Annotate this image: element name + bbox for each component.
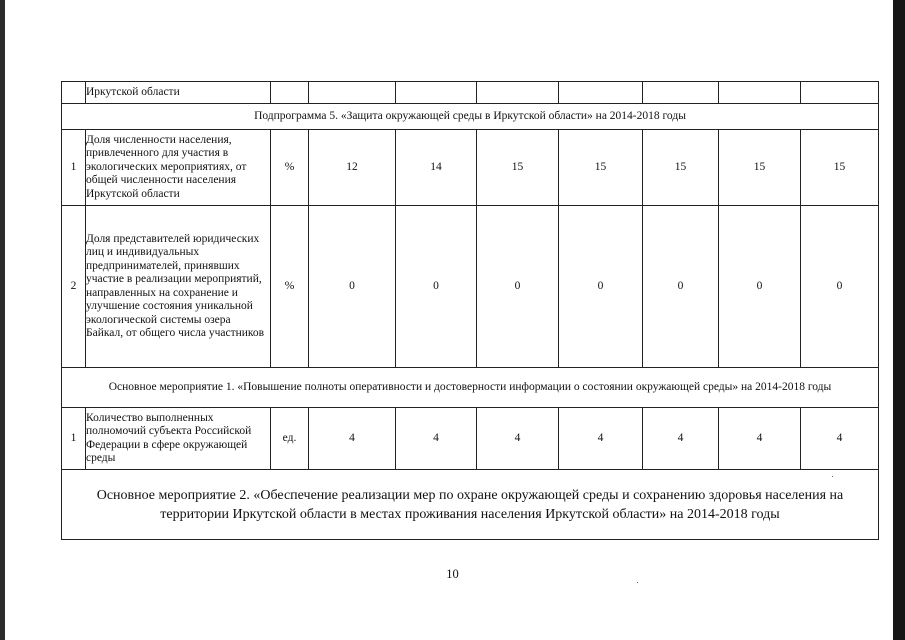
cell-indicator-name: Доля представителей юридических лиц и индивидуальных предпринимателей, принявших участие в реализации мероприятий, направленных на сохранение и улучшение состояния уникальной экологической системы озера Байкал, от общего числа участников — [86, 206, 271, 368]
cell-value: 15 — [719, 130, 801, 206]
table-row — [62, 408, 879, 470]
cell-value: 0 — [801, 206, 879, 368]
indicators-table — [61, 81, 879, 540]
activity-1-title: Основное мероприятие 1. «Повышение полноты оперативности и достоверности информации о состоянии окружающей среды» на 2014-2018 годы — [62, 368, 879, 408]
cell-value: 0 — [559, 206, 643, 368]
cell-value: 4 — [477, 408, 559, 470]
cell-value: 4 — [396, 408, 477, 470]
cell-value: 0 — [643, 206, 719, 368]
cell-unit: ед. — [271, 408, 309, 470]
cell-indicator-name: Количество выполненных полномочий субъекта Российской Федерации в сфере окружающей среды — [86, 408, 271, 470]
cell-value: 12 — [309, 130, 396, 206]
table-row — [62, 82, 879, 104]
scan-left-edge — [0, 0, 5, 640]
scan-speck — [832, 476, 833, 477]
cell-value: 15 — [477, 130, 559, 206]
cell-unit: % — [271, 130, 309, 206]
cell-value: 15 — [801, 130, 879, 206]
cell-num: 2 — [62, 206, 86, 368]
cell-value: 4 — [643, 408, 719, 470]
cell-value: 4 — [559, 408, 643, 470]
scan-right-edge — [893, 0, 905, 640]
cell-value: 0 — [309, 206, 396, 368]
cell-value: 4 — [719, 408, 801, 470]
cell-value: 0 — [477, 206, 559, 368]
cell-indicator-name: Иркутской области — [86, 82, 271, 104]
scan-speck — [637, 582, 638, 583]
table-row — [62, 206, 879, 368]
activity-row — [62, 368, 879, 408]
cell-value: 4 — [309, 408, 396, 470]
cell-unit: % — [271, 206, 309, 368]
activity-2-title: Основное мероприятие 2. «Обеспечение реализации мер по охране окружающей среды и сохранению здоровья населения на территории Иркутской области в местах проживания населения Иркутской области» на 2014-2018 годы — [62, 470, 879, 540]
cell-num: 1 — [62, 130, 86, 206]
activity-row — [62, 470, 879, 540]
cell-indicator-name: Доля численности населения, привлеченного для участия в экологических мероприятиях, от общей численности населения Иркутской области — [86, 130, 271, 206]
page-number: 10 — [446, 567, 459, 581]
table-row — [62, 130, 879, 206]
cell-value: 0 — [719, 206, 801, 368]
cell-num: 1 — [62, 408, 86, 470]
subprogram-row — [62, 104, 879, 130]
cell-value: 0 — [396, 206, 477, 368]
cell-num — [62, 82, 86, 104]
cell-value: 15 — [559, 130, 643, 206]
cell-value: 14 — [396, 130, 477, 206]
cell-value: 15 — [643, 130, 719, 206]
cell-value: 4 — [801, 408, 879, 470]
subprogram-title: Подпрограмма 5. «Защита окружающей среды в Иркутской области» на 2014-2018 годы — [62, 104, 879, 130]
